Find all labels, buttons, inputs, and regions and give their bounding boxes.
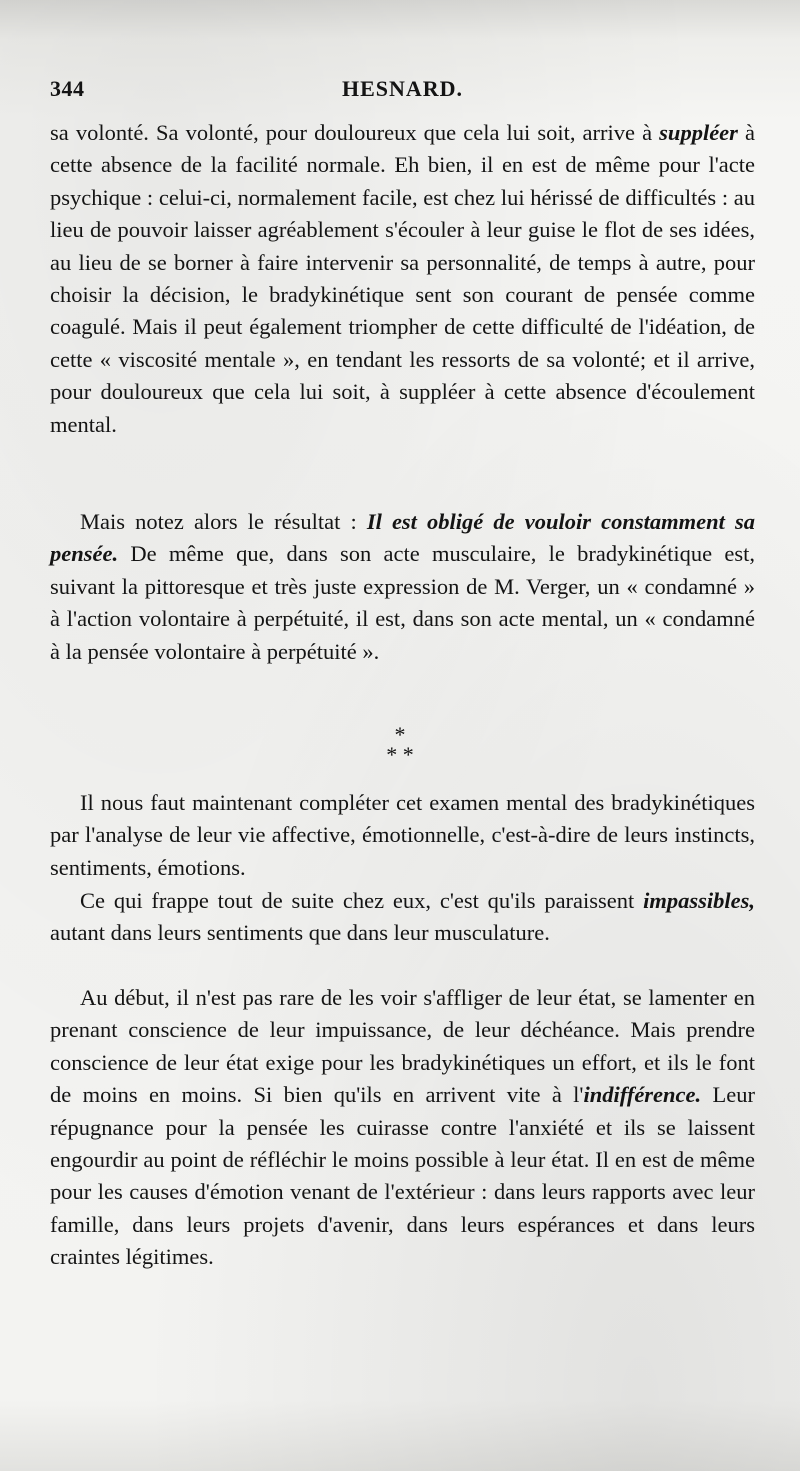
paragraph-2-text-a: Mais notez alors le résultat : [80,509,367,534]
paragraph-2 [50,506,755,668]
paragraph-3-text: Il nous faut maintenant compléter cet examen mental des bradykinétiques par l'analyse de leur vie affective, émotionnelle, c'est-à-dire de leurs instincts, sentiments, émotions. [50,790,755,880]
paragraph-1-text-a: sa volonté. Sa volonté, pour douloureux que cela lui soit, arrive à [50,120,660,145]
section-break-asterism [0,722,800,767]
paragraph-2-italic: Il est obligé de vouloir constamment sa pensée. [50,509,755,567]
page-header [50,72,755,106]
paragraph-4-italic: impassibles, [643,888,755,913]
paragraph-1-text-c: à cette absence de la facilité normale. Eh bien, il en est de même pour l'acte psychique : celui-ci, normalement facile, est chez lui hérissé de difficultés : au lieu de pouvoir laisser agréablement s'écouler à leur guise le flot de ses idées, au lieu de se borner à faire intervenir sa personnalité, de temps à autre, pour choisir la décision, le bradykinétique sent son courant de pensée comme coagulé. Mais il peut également triompher de cette difficulté de l'idéation, de cette « viscosité mentale », en tendant les ressorts de sa volonté; et il arrive, pour douloureux que cela lui soit, à suppléer à cette absence d'écoulement mental. [50,120,755,437]
paragraph-1-italic: suppléer [659,120,738,145]
asterism-top: * [394,722,406,747]
paragraph-3 [50,787,755,884]
paragraph-5-text-c: Leur répugnance pour la pensée les cuirasse contre l'anxiété et ils se laissent engourdir au point de réfléchir le moins possible à leur état. Il en est de même pour les causes d'émotion venant de l'extérieur : dans leurs rapports avec leur famille, dans leurs projets d'avenir, dans leurs espérances et dans leurs craintes légitimes. [50,1082,755,1270]
paragraph-1 [50,117,755,441]
paragraph-5-text-a: Au début, il n'est pas rare de les voir s'affliger de leur état, se lamenter en prenant conscience de leur impuissance, de leur déchéance. Mais prendre conscience de leur état exige pour les bradykinétiques un effort, et ils le font de moins en moins. Si bien qu'ils en arrivent vite à l' [50,985,755,1108]
paragraph-4 [50,885,755,950]
paragraph-2-text-c: De même que, dans son acte musculaire, le bradykinétique est, suivant la pittoresque et très juste expression de M. Verger, un « condamné » à l'action volontaire à perpétuité, il est, dans son acte mental, un « condamné à la pensée volontaire à perpétuité ». [50,541,755,664]
paragraph-4-text-c: autant dans leurs sentiments que dans leur musculature. [50,920,550,946]
paragraph-5 [50,982,755,1274]
asterism-bottom: * * [386,742,414,767]
paragraph-5-italic: indifférence. [583,1082,702,1108]
paragraph-4-text-a: Ce qui frappe tout de suite chez eux, c'est qu'ils paraissent [80,888,644,913]
running-title: HESNARD. [341,76,464,101]
page-number: 344 [50,76,85,101]
